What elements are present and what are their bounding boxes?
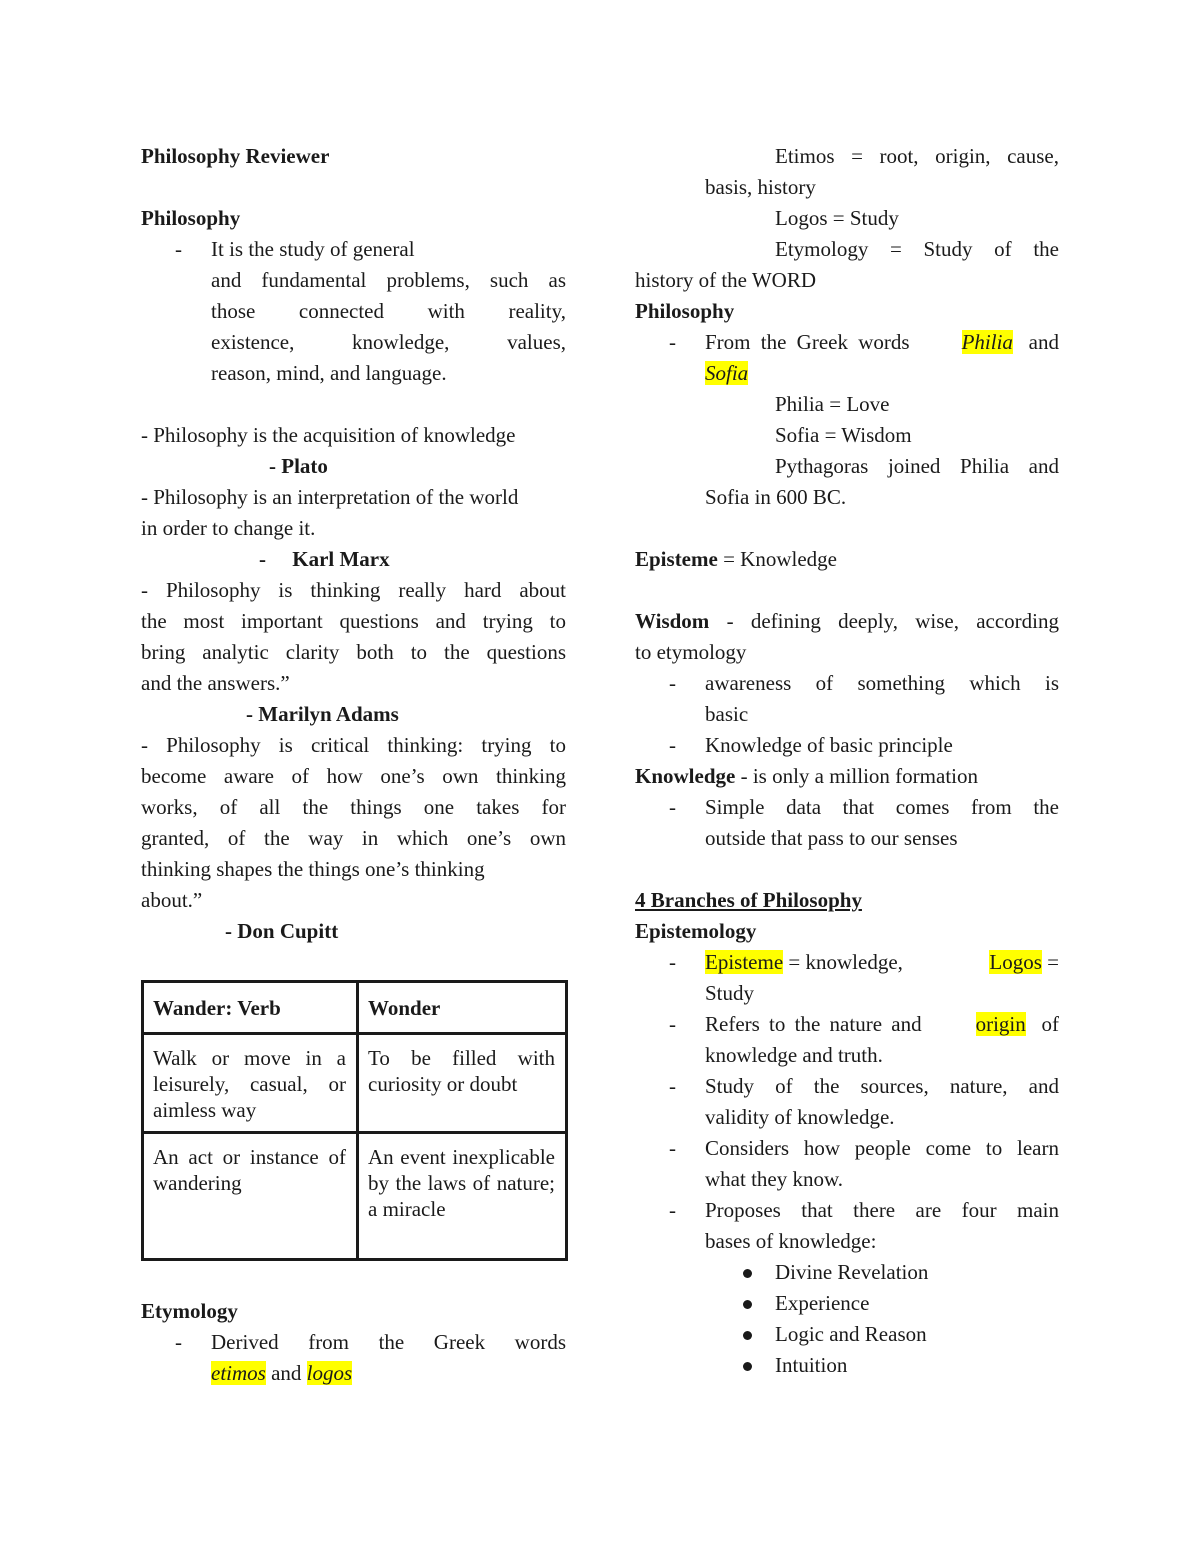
etymology-words-line <box>141 1358 566 1389</box>
wander-wonder-table <box>141 980 568 1261</box>
quote-line: - Philosophy is an interpretation of the world <box>141 485 519 509</box>
origin-text: - From the Greek words <box>705 330 910 354</box>
list-text: = knowledge, <box>783 950 903 974</box>
etymology-def-line: history of the WORD <box>635 268 817 292</box>
quote-line: about.” <box>141 888 203 912</box>
quote-line: become aware of how one’s own thinking <box>141 764 566 788</box>
list-item-cont: basic <box>705 702 749 726</box>
quote-line: granted, of the way in which one’s own <box>141 826 566 850</box>
term: Episteme <box>635 547 718 571</box>
quote-adams <box>141 575 566 730</box>
definition-dash-line: - It is the study of general <box>141 234 566 265</box>
list-item-cont: what they know. <box>705 1167 844 1191</box>
quote-author: - Karl Marx <box>259 547 390 571</box>
table-header-cell: Wonder <box>358 982 567 1034</box>
highlight-origin: origin <box>975 1012 1026 1036</box>
quote-plato <box>141 420 566 482</box>
list-item <box>635 947 1059 978</box>
etymology-def-line: Etimos = root, origin, cause, <box>775 144 1059 168</box>
philosophy-def-line: Philia = Love <box>775 392 890 416</box>
page-title: Philosophy Reviewer <box>141 144 330 168</box>
quote-line: - Philosophy is critical thinking: trying to <box>141 733 566 757</box>
epistemology-heading: Epistemology <box>635 919 757 943</box>
bullet-item: Divine Revelation <box>635 1257 1059 1288</box>
table-row <box>143 1133 567 1260</box>
knowledge-definition <box>635 761 1059 792</box>
highlight-philia: Philia <box>961 330 1013 354</box>
branches-heading: 4 Branches of Philosophy <box>635 888 862 912</box>
definition-line: those connected with reality, <box>211 299 566 323</box>
list-item-cont: validity of knowledge. <box>705 1105 895 1129</box>
left-column <box>141 141 566 947</box>
right-column <box>635 141 1059 1381</box>
highlight-logos: logos <box>306 1361 353 1385</box>
episteme-definition <box>635 544 1059 575</box>
list-item: - Simple data that comes from the <box>635 792 1059 823</box>
definition: = Knowledge <box>717 547 837 571</box>
table-header-cell: Wander: Verb <box>143 982 358 1034</box>
etymology-def-line: basis, history <box>705 175 816 199</box>
philosophy-def-line: Sofia = Wisdom <box>775 423 912 447</box>
highlight-episteme: Episteme <box>705 950 784 974</box>
term: Wisdom <box>635 609 710 633</box>
bullet-item: Experience <box>635 1288 1059 1319</box>
list-item: - Knowledge of basic principle <box>635 730 1059 761</box>
table-header-row <box>143 982 567 1034</box>
quote-line: in order to change it. <box>141 516 316 540</box>
quote-author: - Marilyn Adams <box>246 702 399 726</box>
definition: - defining deeply, wise, according <box>709 609 1059 633</box>
etymology-line: - Derived from the Greek words <box>141 1327 566 1358</box>
table-cell: An event inexplicable by the laws of nature; a miracle <box>358 1133 567 1260</box>
quote-author: - Don Cupitt <box>225 919 339 943</box>
definition-line: and fundamental problems, such as <box>211 268 566 292</box>
bullet-item: Intuition <box>635 1350 1059 1381</box>
quote-line: thinking shapes the things one’s thinking <box>141 857 485 881</box>
quote-line: bring analytic clarity both to the questions <box>141 640 566 664</box>
list-item: - Considers how people come to learn <box>635 1133 1059 1164</box>
term: Knowledge <box>635 764 736 788</box>
philosophy-origin-line <box>635 358 1059 389</box>
conjunction: and <box>1028 330 1059 354</box>
philosophy-def-line: Sofia in 600 BC. <box>705 485 847 509</box>
quote-line: and the answers.” <box>141 671 290 695</box>
list-text: - Refers to the nature and <box>705 1012 922 1036</box>
list-text: of <box>1041 1012 1059 1036</box>
wisdom-definition <box>635 606 1059 637</box>
definition-line: existence, knowledge, values, <box>211 330 566 354</box>
highlight-sofia: Sofia <box>705 361 749 385</box>
quote-line: works, of all the things one takes for <box>141 795 566 819</box>
table-cell: To be filled with curiosity or doubt <box>358 1034 567 1133</box>
table-cell: An act or instance of wandering <box>143 1133 358 1260</box>
quote-author: - Plato <box>269 454 328 478</box>
highlight-logos-right: Logos <box>989 950 1042 974</box>
list-item: - Proposes that there are four main <box>635 1195 1059 1226</box>
philosophy-heading: Philosophy <box>141 206 241 230</box>
list-item-cont: bases of knowledge: <box>705 1229 877 1253</box>
wisdom-definition-cont: to etymology <box>635 640 747 664</box>
list-item-cont: knowledge and truth. <box>705 1043 883 1067</box>
philosophy-heading-right: Philosophy <box>635 299 735 323</box>
bullet-item: Logic and Reason <box>635 1319 1059 1350</box>
philosophy-def-line: Pythagoras joined Philia and <box>775 454 1059 478</box>
etymology-heading: Etymology <box>141 1299 238 1323</box>
definition-line: reason, mind, and language. <box>211 361 447 385</box>
definition-block <box>141 265 566 389</box>
quote-line: - Philosophy is the acquisition of knowledge <box>141 423 516 447</box>
table-cell: Walk or move in a leisurely, casual, or aimless way <box>143 1034 358 1133</box>
list-item-cont: outside that pass to our senses <box>705 826 958 850</box>
etymology-def-line: Etymology = Study of the <box>775 237 1059 261</box>
quote-marx <box>141 482 566 575</box>
etymology-section <box>141 1296 566 1389</box>
quote-line: the most important questions and trying to <box>141 609 566 633</box>
list-item-cont: Study <box>705 981 755 1005</box>
quote-cupitt <box>141 730 566 947</box>
list-text: = <box>1041 950 1059 974</box>
definition: - is only a million formation <box>735 764 978 788</box>
philosophy-origin-line <box>635 327 1059 358</box>
quote-line: - Philosophy is thinking really hard about <box>141 578 566 602</box>
list-item: - awareness of something which is <box>635 668 1059 699</box>
highlight-etimos: etimos <box>211 1361 266 1385</box>
table-row <box>143 1034 567 1133</box>
conjunction: and <box>271 1361 302 1385</box>
etymology-def-line: Logos = Study <box>775 206 899 230</box>
list-item: - Study of the sources, nature, and <box>635 1071 1059 1102</box>
list-item <box>635 1009 1059 1040</box>
